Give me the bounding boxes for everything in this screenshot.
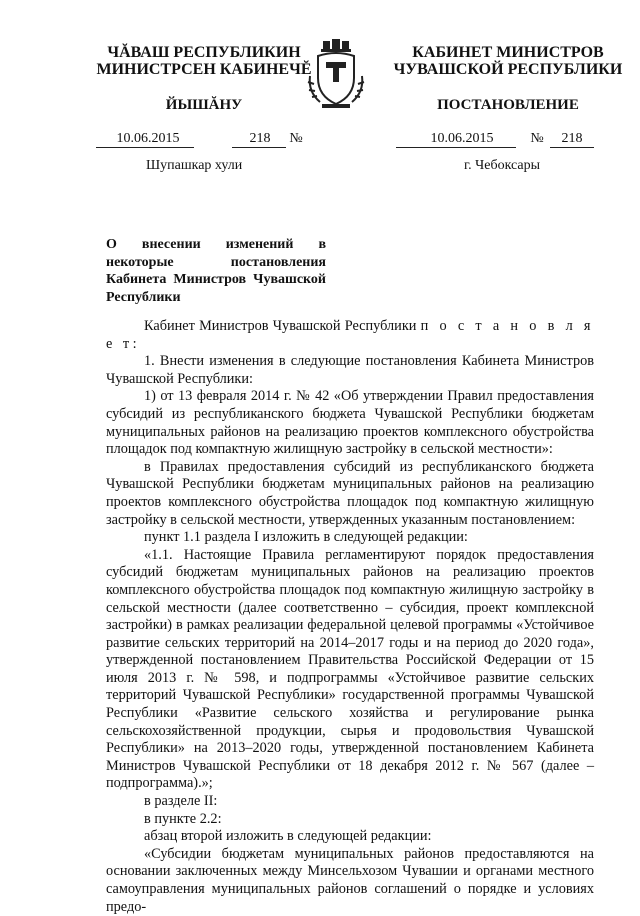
document-body [106,318,594,916]
right-number: 218 [561,131,583,146]
right-date-underline [396,147,516,148]
header-right-doc-type: ПОСТАНОВЛЕНИЕ [437,97,579,113]
body-paragraph: 1) от 13 февраля 2014 г. № 42 «Об утверждении Правил предоставления субсидий из республиканского бюджета Чувашской Республики бюджетам муниципальных районов на реализацию проектов комплексного обустройства площадок под компактную жилищную застройку в сельской местности»: [106,388,594,458]
body-intro [106,318,594,353]
left-number-underline [232,147,286,148]
body-paragraph: абзац второй изложить в следующей редакции: [144,828,432,845]
body-paragraph: «1.1. Настоящие Правила регламентируют порядок предоставления субсидий бюджетам муниципальных районов на реализацию проектов комплексного обустройства площадок под компактную жилищную застройку в сельской местности (далее соответственно – субсидия, проект комплексной застройки) в рамках реализации федеральной целевой программы «Устойчивое развитие сельских территорий на 2014–2017 годы и на период до 2020 года», утвержденной постановлением Правительства Российской Федерации от 15 июля 2013 г. № 598, и подпрограммы «Устойчивое развитие сельских территорий Чувашской Республики» государственной программы Чувашской Республики «Развитие сельского хозяйства и регулирование рынка сельскохозяйственной продукции, сырья и продовольствия Чувашской Республики» на 2013–2020 годы, утвержденной постановлением Кабинета Министров Чувашской Республики от 18 декабря 2012 г. № 567 (далее – подпрограмма).»; [106,546,594,792]
document-subject: О внесении изменений в некоторые постановления Кабинета Министров Чувашской Республики [106,237,326,305]
left-date-underline [96,147,194,148]
header-right-line2: ЧУВАШСКОЙ РЕСПУБЛИКИ [393,61,623,78]
header-right-title [392,44,624,78]
left-date: 10.06.2015 [116,131,180,146]
body-intro-spaced: п о с т а н о в л я е т: [106,318,595,352]
header-left-title [88,44,320,78]
header-left-line1: ЧĂВАШ РЕСПУБЛИКИН [107,44,301,61]
place-right: г. Чебоксары [464,158,541,173]
right-date: 10.06.2015 [430,131,494,146]
right-number-sign: № [530,131,544,146]
header-right-line1: КАБИНЕТ МИНИСТРОВ [412,44,604,61]
place-left: Шупашкар хули [146,158,243,173]
coat-of-arms-emblem [306,38,366,114]
body-paragraph: 1. Внести изменения в следующие постановления Кабинета Министров Чувашской Республики: [106,353,594,387]
header-left-line2: МИНИСТРСЕН КАБИНЕЧĔ [96,61,312,78]
body-intro-text: Кабинет Министров Чувашской Республики [144,318,417,334]
left-number: 218 [249,131,271,146]
body-paragraph: в Правилах предоставления субсидий из республиканского бюджета Чувашской Республики бюджетам муниципальных районов на реализацию проектов комплексного обустройства площадок под компактную жилищную застройку в сельской местности, утвержденных указанным постановлением: [106,458,594,528]
header-left-doc-type: ЙЫШĂНУ [165,97,243,113]
body-paragraph: в разделе II: [144,793,218,810]
right-number-underline [550,147,594,148]
left-number-sign: № [289,131,303,146]
body-paragraph: пункт 1.1 раздела I изложить в следующей редакции: [144,529,468,546]
body-paragraph: в пункте 2.2: [144,810,222,827]
body-paragraph: «Субсидии бюджетам муниципальных районов предоставляются на основании заключенных между Минсельхозом Чувашии и органами местного самоуправления муниципальных районов соглашений о порядке и условиях предо- [106,845,594,915]
